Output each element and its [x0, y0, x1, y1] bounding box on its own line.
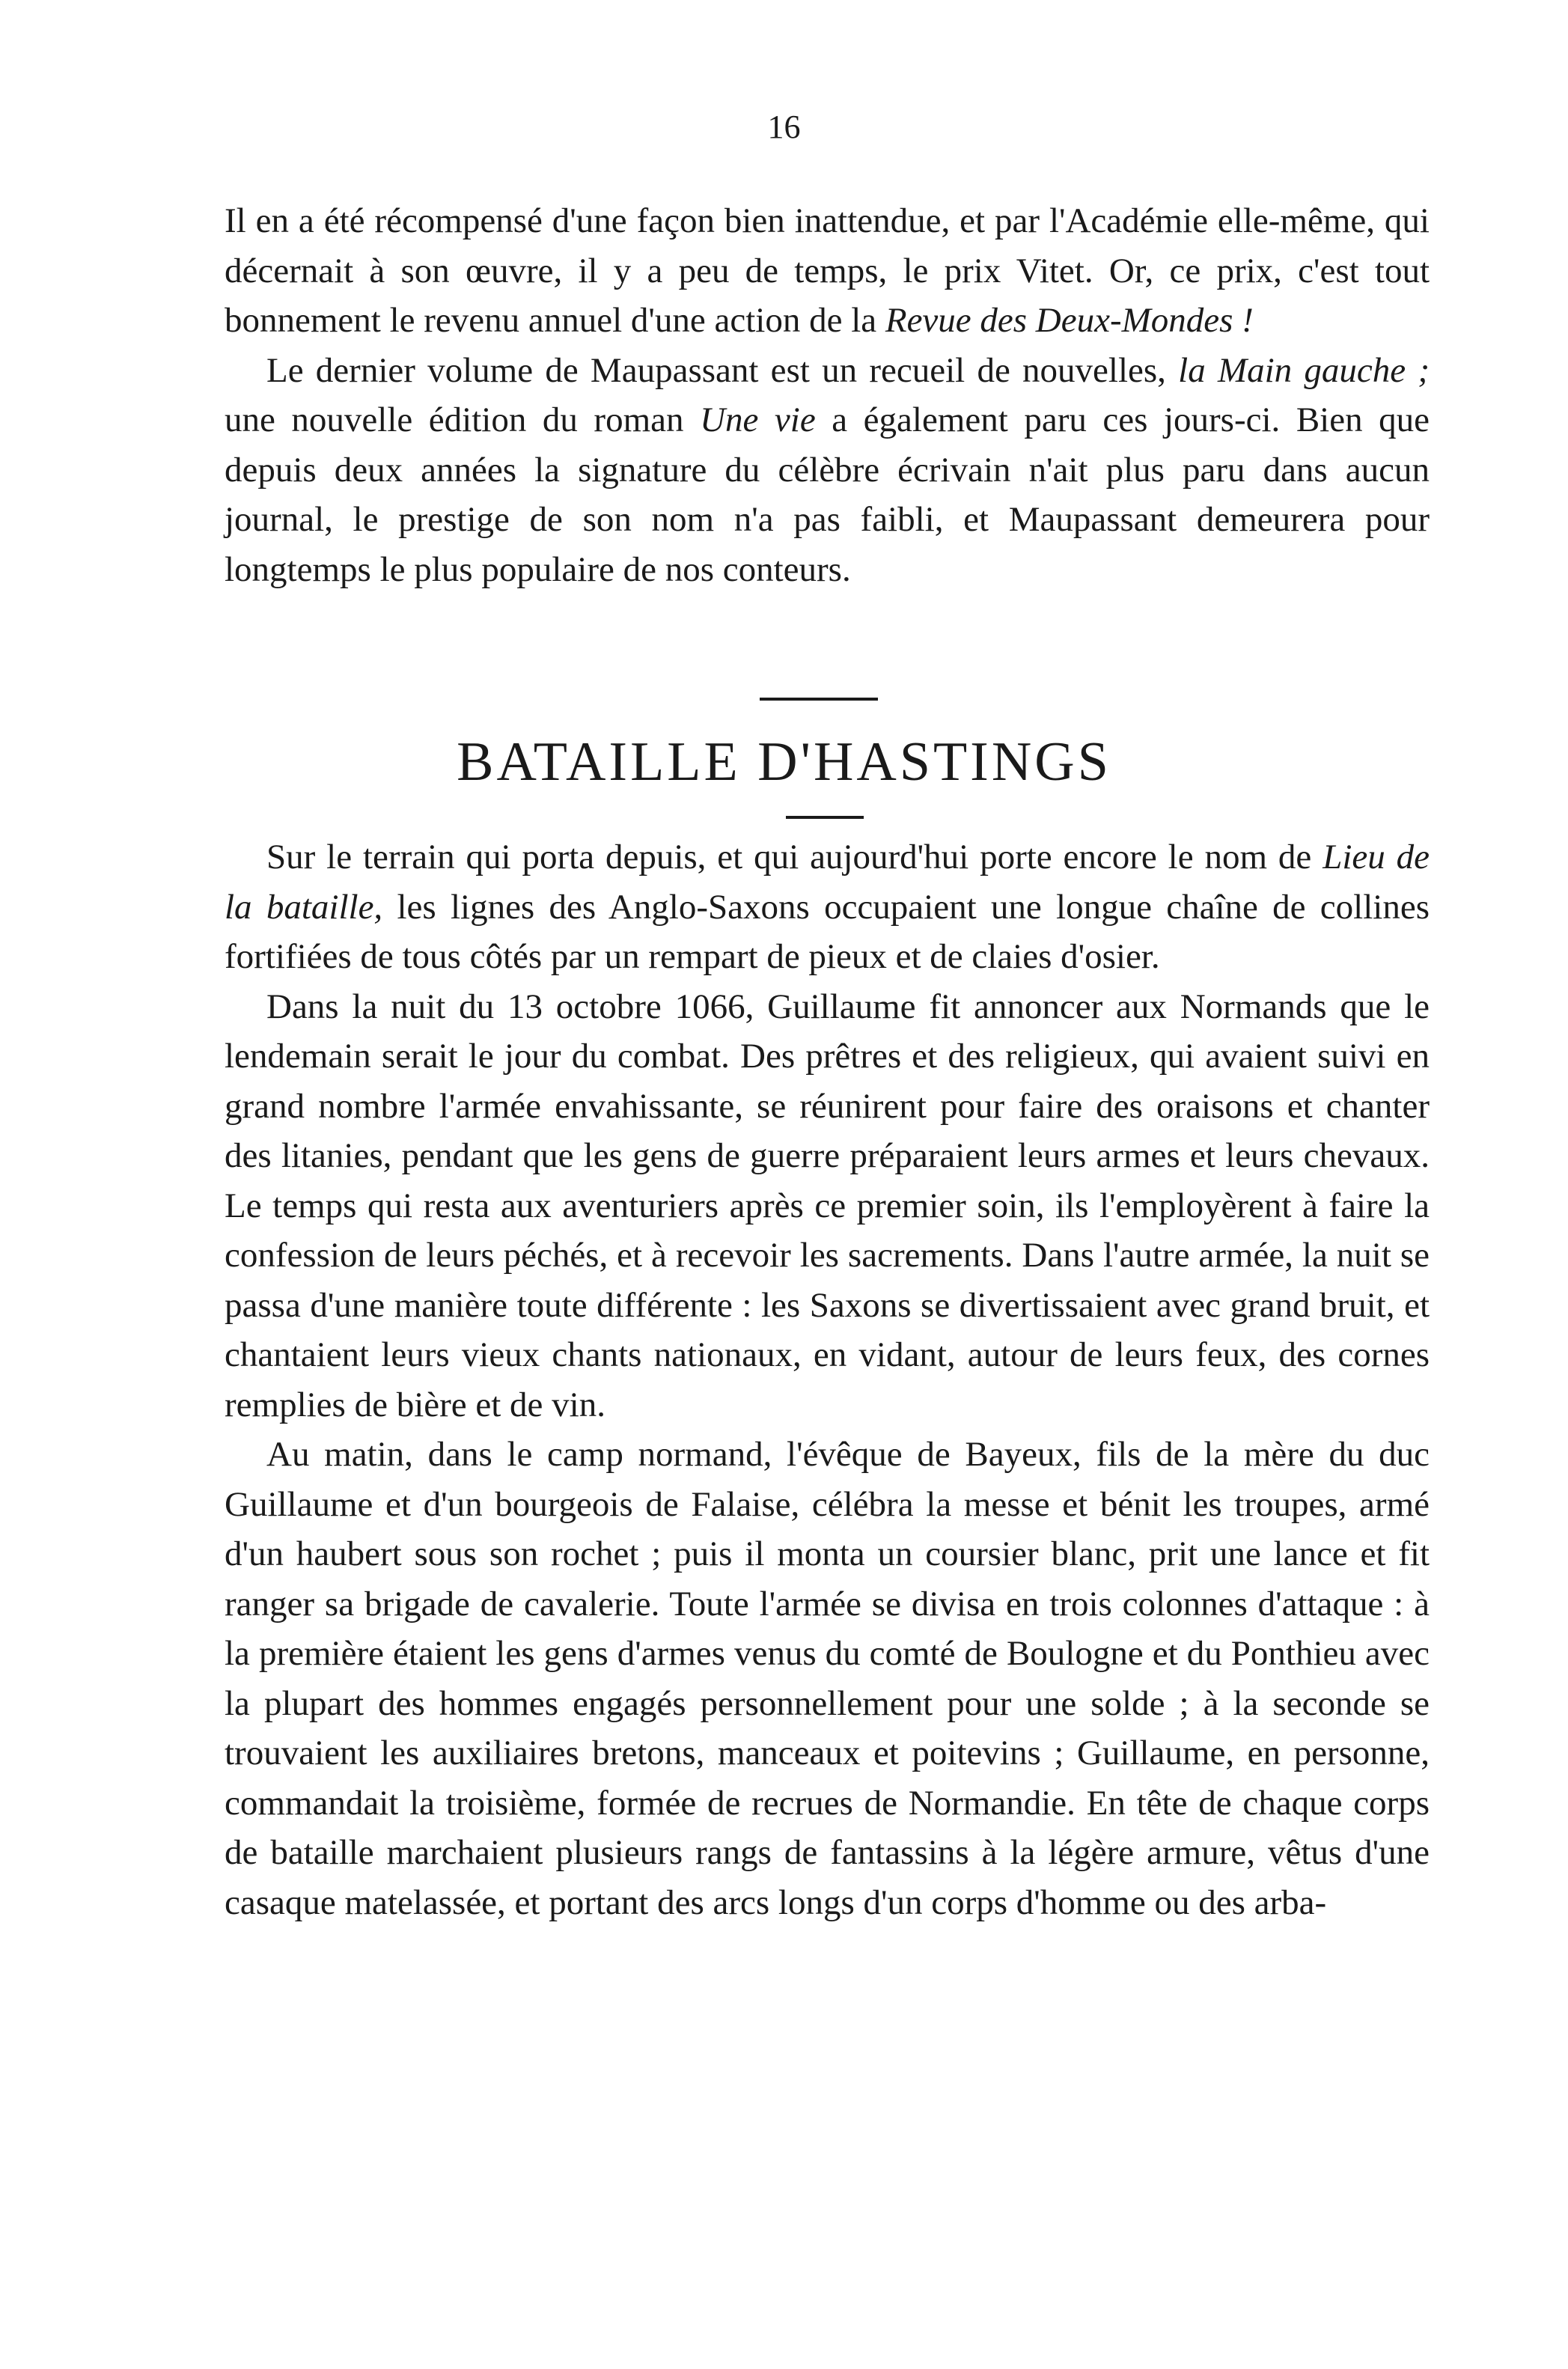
- paragraph-nuit: Dans la nuit du 13 octobre 1066, Guillaume fit annoncer aux Normands que le lendemain serait le jour du combat. Des prêtres et des religieux, qui avaient suivi en grand nombre l'armée envahissante, se réunirent pour faire des oraisons et chanter des litanies, pendant que les gens de guerre préparaient leurs armes et leurs chevaux. Le temps qui resta aux aventuriers après ce premier soin, ils l'employèrent à faire la confession de leurs péchés, et à recevoir les sacrements. Dans l'autre armée, la nuit se passa d'une manière toute différente : les Saxons se divertissaient avec grand bruit, et chantaient leurs vieux chants nationaux, en vidant, autour de leurs feux, des cornes remplies de bière et de vin.: [225, 987, 1430, 1424]
- journal-title: Revue des Deux-Mondes !: [885, 301, 1254, 340]
- section-divider-bottom: [786, 816, 864, 819]
- paragraph-prix-vitet: [225, 196, 1430, 346]
- book-title: la Main gauche ;: [1178, 350, 1430, 390]
- paragraph-text: Sur le terrain qui porta depuis, et qui aujourd'hui porte encore le nom de: [266, 838, 1323, 876]
- paragraph-text: Il en a été récompensé d'une façon bien inattendue, et par l'Académie elle-même, qui décernait à son œuvre, il y a peu de temps, le prix Vitet. Or, ce prix, c'est tout bonnement le revenu annuel d'une action de la: [225, 201, 1430, 340]
- text-block-bottom: [225, 832, 1430, 1927]
- paragraph-text: une nouvelle édition du roman: [225, 400, 701, 439]
- text-block-top: [225, 196, 1430, 594]
- section-divider-top: [760, 698, 878, 701]
- page-number: 16: [767, 109, 801, 145]
- book-title: Une vie: [700, 400, 816, 439]
- paragraph-text: les lignes des Anglo-Saxons occupaient une longue chaîne de collines fortifiées de tous côtés par un rempart de pieux et de claies d'osier.: [225, 887, 1430, 976]
- paragraph-matin: Au matin, dans le camp normand, l'évêque de Bayeux, fils de la mère du duc Guillaume et d'un bourgeois de Falaise, célébra la messe et bénit les troupes, armé d'un haubert sous son rochet ; puis il monta un coursier blanc, prit une lance et fit ranger sa brigade de cavalerie. Toute l'armée se divisa en trois colonnes d'attaque : à la première étaient les gens d'armes venus du comté de Boulogne et du Ponthieu avec la plupart des hommes engagés personnellement pour une solde ; à la seconde se trouvaient les auxiliaires bretons, manceaux et poitevins ; Guillaume, en personne, commandait la troisième, formée de recrues de Normandie. En tête de chaque corps de bataille marchaient plusieurs rangs de fantassins à la légère armure, vêtus d'une casaque matelassée, et portant des arcs longs d'un corps d'homme ou des arba-: [225, 1435, 1430, 1922]
- section-title: BATAILLE D'HASTINGS: [457, 731, 1111, 793]
- paragraph-text: Le dernier volume de Maupassant est un recueil de nouvelles,: [266, 350, 1179, 390]
- paragraph-text: a également paru ces jours-ci. Bien que depuis deux années la signature du célèbre écrivain n'ait plus paru dans aucun journal, le prestige de son nom n'a pas faibli, et Maupassant demeurera pour longtemps le plus populaire de nos conteurs.: [225, 400, 1430, 589]
- paragraph-maupassant: [225, 346, 1430, 595]
- place-name: Lieu de la bataille,: [225, 838, 1430, 927]
- paragraph-terrain: [225, 832, 1430, 982]
